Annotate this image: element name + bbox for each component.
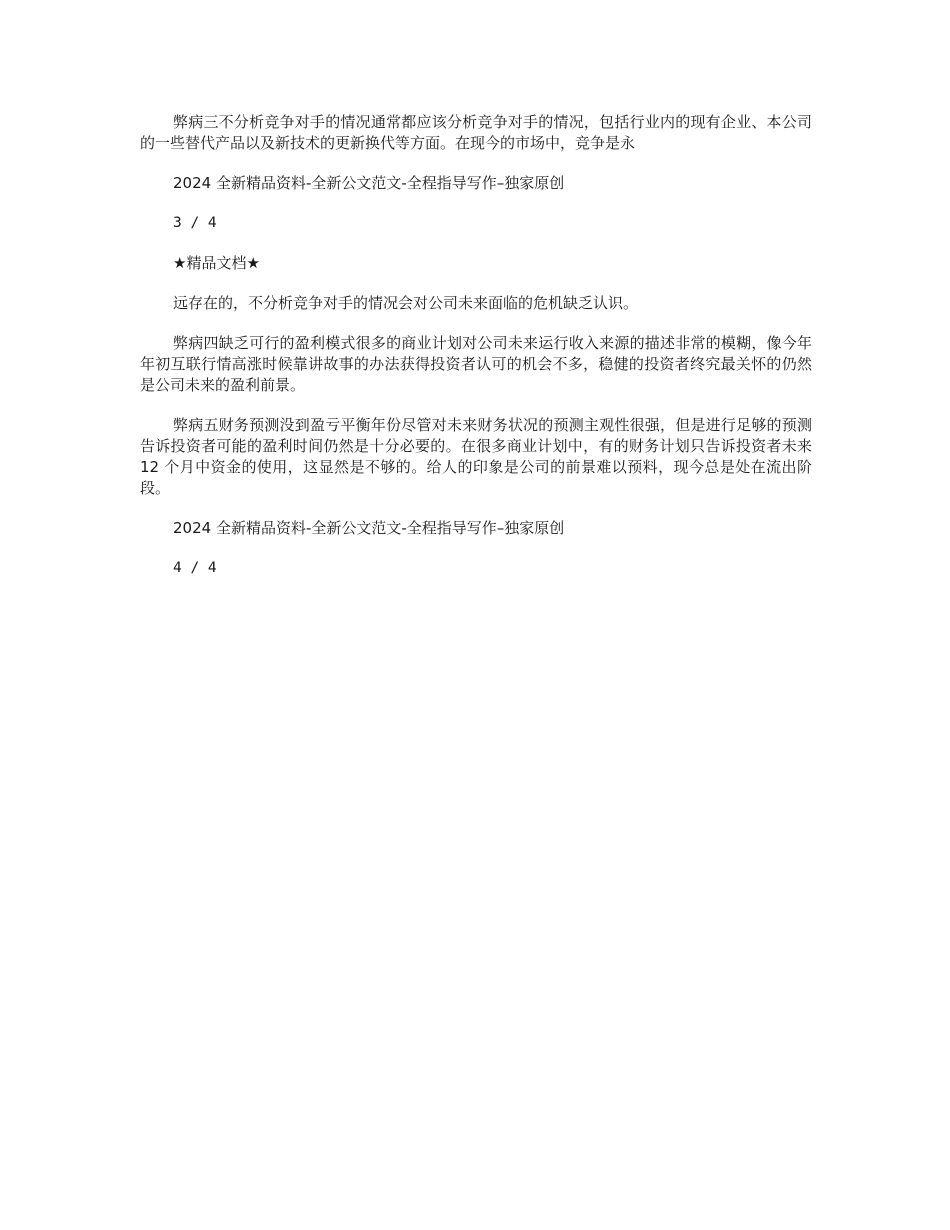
page-number: 3 / 4 [173, 215, 217, 231]
paragraph-competition-analysis: 弊病三不分析竞争对手的情况通常都应该分析竞争对手的情况，包括行业内的现有企业、本公司的一些替代产品以及新技术的更新换代等方面。在现今的市场中，竞争是永 [140, 113, 812, 152]
page-header-banner: ★精品文档★ [173, 254, 260, 272]
page-footer-banner: 2024 全新精品资料-全新公文范文-全程指导写作–独家原创 [173, 174, 565, 192]
paragraph-profit-model: 弊病四缺乏可行的盈利模式很多的商业计划对公司未来运行收入来源的描述非常的模糊，像今年年初互联行情高涨时候靠讲故事的办法获得投资者认可的机会不多，稳健的投资者终究最关怀的仍然是公司未来的盈利前景。 [140, 334, 812, 394]
page-footer-banner: 2024 全新精品资料-全新公文范文-全程指导写作–独家原创 [173, 519, 565, 537]
paragraph-competition-continued: 远存在的，不分析竞争对手的情况会对公司未来面临的危机缺乏认识。 [173, 294, 639, 312]
document-page [140, 112, 812, 579]
page-number: 4 / 4 [173, 560, 217, 576]
paragraph-financial-forecast: 弊病五财务预测没到盈亏平衡年份尽管对未来财务状况的预测主观性很强，但是进行足够的预测告诉投资者可能的盈利时间仍然是十分必要的。在很多商业计划中，有的财务计划只告诉投资者未来 12 个月中资金的使用，这显然是不够的。给人的印象是公司的前景难以预料，现今总是处在流出阶段。 [140, 416, 812, 497]
